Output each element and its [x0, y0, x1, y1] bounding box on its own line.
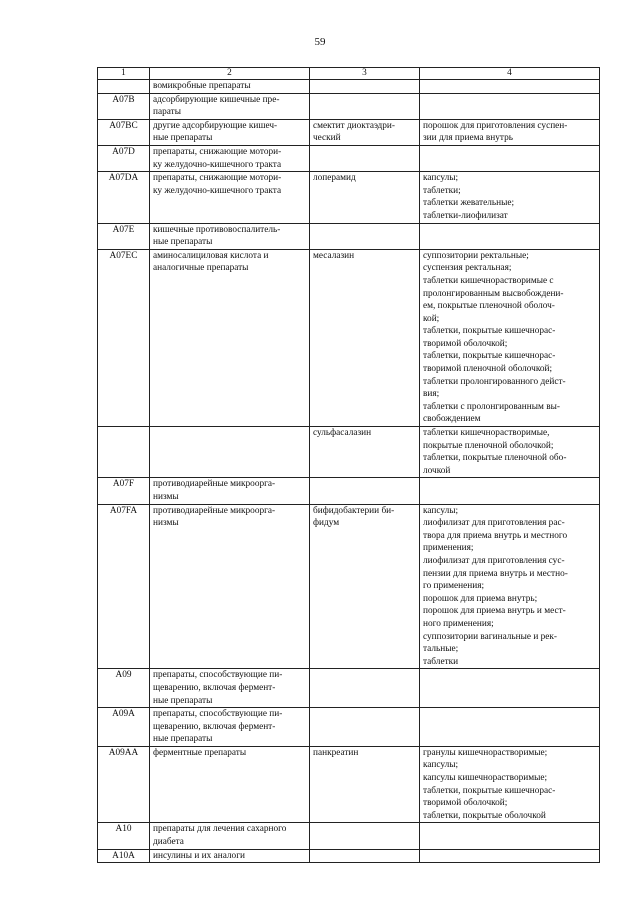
- atc-code-cell: A09A: [98, 708, 150, 747]
- dosage-forms-cell: [420, 849, 600, 863]
- group-cell: другие адсорбирующие кишеч- ные препараты: [150, 119, 310, 145]
- inn-cell: месалазин: [310, 249, 420, 426]
- table-row: [98, 172, 600, 223]
- inn-cell: панкреатин: [310, 746, 420, 823]
- page-number: 59: [314, 36, 326, 48]
- group-cell: [150, 427, 310, 478]
- dosage-forms-cell: гранулы кишечнорастворимые; капсулы; капсулы кишечнорастворимые; таблетки, покрытые кишечнорас- творимой оболочкой; таблетки, покрытые оболочкой: [420, 746, 600, 823]
- inn-cell: [310, 708, 420, 747]
- inn-cell: смектит диоктаэдри- ческий: [310, 119, 420, 145]
- group-cell: ферментные препараты: [150, 746, 310, 823]
- inn-cell: [310, 223, 420, 249]
- atc-code-cell: A07D: [98, 145, 150, 171]
- atc-code-cell: A07DA: [98, 172, 150, 223]
- dosage-forms-cell: таблетки кишечнорастворимые, покрытые пленочной оболочкой; таблетки, покрытые пленочной обо- лочкой: [420, 427, 600, 478]
- inn-cell: сульфасалазин: [310, 427, 420, 478]
- group-cell: аминосалициловая кислота и аналогичные препараты: [150, 249, 310, 426]
- dosage-forms-cell: [420, 823, 600, 849]
- atc-code-cell: A07E: [98, 223, 150, 249]
- dosage-forms-cell: капсулы; лиофилизат для приготовления рас- твора для приема внутрь и местного применения; лиофилизат для приготовления сус- пензии для приема внутрь и местно- го применения; порошок для приема внутрь; порошок для приема внутрь и мест- ного применения; суппозитории вагинальные и рек- тальные; таблетки: [420, 504, 600, 669]
- atc-code-cell: [98, 80, 150, 94]
- table-row: [98, 249, 600, 426]
- table-row: [98, 849, 600, 863]
- table-row: [98, 223, 600, 249]
- table-header-row: [98, 68, 600, 80]
- inn-cell: бифидобактерии би- фидум: [310, 504, 420, 669]
- dosage-forms-cell: [420, 145, 600, 171]
- table-row: [98, 80, 600, 94]
- inn-cell: [310, 93, 420, 119]
- dosage-forms-cell: суппозитории ректальные; суспензия ректальная; таблетки кишечнорастворимые с пролонгированным высвобождени- ем, покрытые пленочной оболоч- кой; таблетки, покрытые кишечнорас- творимой оболочкой; таблетки, покрытые кишечнорас- творимой пленочной оболочкой; таблетки пролонгированного дейст- вия; таблетки с пролонгированным вы- свобождением: [420, 249, 600, 426]
- atc-code-cell: A09AA: [98, 746, 150, 823]
- dosage-forms-cell: [420, 478, 600, 504]
- atc-code-cell: A10A: [98, 849, 150, 863]
- group-cell: препараты, способствующие пи- щеварению, включая фермент- ные препараты: [150, 708, 310, 747]
- table-row: [98, 478, 600, 504]
- table-row: [98, 504, 600, 669]
- table-row: [98, 823, 600, 849]
- table-row: [98, 93, 600, 119]
- table-row: [98, 119, 600, 145]
- atc-code-cell: A09: [98, 669, 150, 708]
- column-header-4: 4: [420, 68, 600, 80]
- group-cell: противодиарейные микроорга- низмы: [150, 504, 310, 669]
- atc-code-cell: A07B: [98, 93, 150, 119]
- column-header-3: 3: [310, 68, 420, 80]
- table-row: [98, 669, 600, 708]
- dosage-forms-cell: [420, 708, 600, 747]
- dosage-forms-cell: [420, 80, 600, 94]
- dosage-forms-cell: [420, 669, 600, 708]
- group-cell: препараты, снижающие мотори- ку желудочно-кишечного тракта: [150, 145, 310, 171]
- inn-cell: [310, 849, 420, 863]
- table-row: [98, 708, 600, 747]
- inn-cell: лоперамид: [310, 172, 420, 223]
- inn-cell: [310, 478, 420, 504]
- inn-cell: [310, 823, 420, 849]
- group-cell: препараты для лечения сахарного диабета: [150, 823, 310, 849]
- dosage-forms-cell: капсулы; таблетки; таблетки жевательные; таблетки-лиофилизат: [420, 172, 600, 223]
- column-header-1: 1: [98, 68, 150, 80]
- dosage-forms-cell: [420, 223, 600, 249]
- column-header-2: 2: [150, 68, 310, 80]
- table-row: [98, 746, 600, 823]
- atc-code-cell: A10: [98, 823, 150, 849]
- drug-table: [97, 67, 600, 863]
- atc-code-cell: [98, 427, 150, 478]
- group-cell: препараты, снижающие мотори- ку желудочно-кишечного тракта: [150, 172, 310, 223]
- group-cell: противодиарейные микроорга- низмы: [150, 478, 310, 504]
- dosage-forms-cell: порошок для приготовления суспен- зии для приема внутрь: [420, 119, 600, 145]
- table-row: [98, 145, 600, 171]
- group-cell: инсулины и их аналоги: [150, 849, 310, 863]
- inn-cell: [310, 145, 420, 171]
- group-cell: препараты, способствующие пи- щеварению, включая фермент- ные препараты: [150, 669, 310, 708]
- atc-code-cell: A07F: [98, 478, 150, 504]
- inn-cell: [310, 669, 420, 708]
- atc-code-cell: A07BC: [98, 119, 150, 145]
- group-cell: кишечные противовоспалитель- ные препараты: [150, 223, 310, 249]
- group-cell: вомикробные препараты: [150, 80, 310, 94]
- inn-cell: [310, 80, 420, 94]
- dosage-forms-cell: [420, 93, 600, 119]
- atc-code-cell: A07EC: [98, 249, 150, 426]
- atc-code-cell: A07FA: [98, 504, 150, 669]
- table-row: [98, 427, 600, 478]
- group-cell: адсорбирующие кишечные пре- параты: [150, 93, 310, 119]
